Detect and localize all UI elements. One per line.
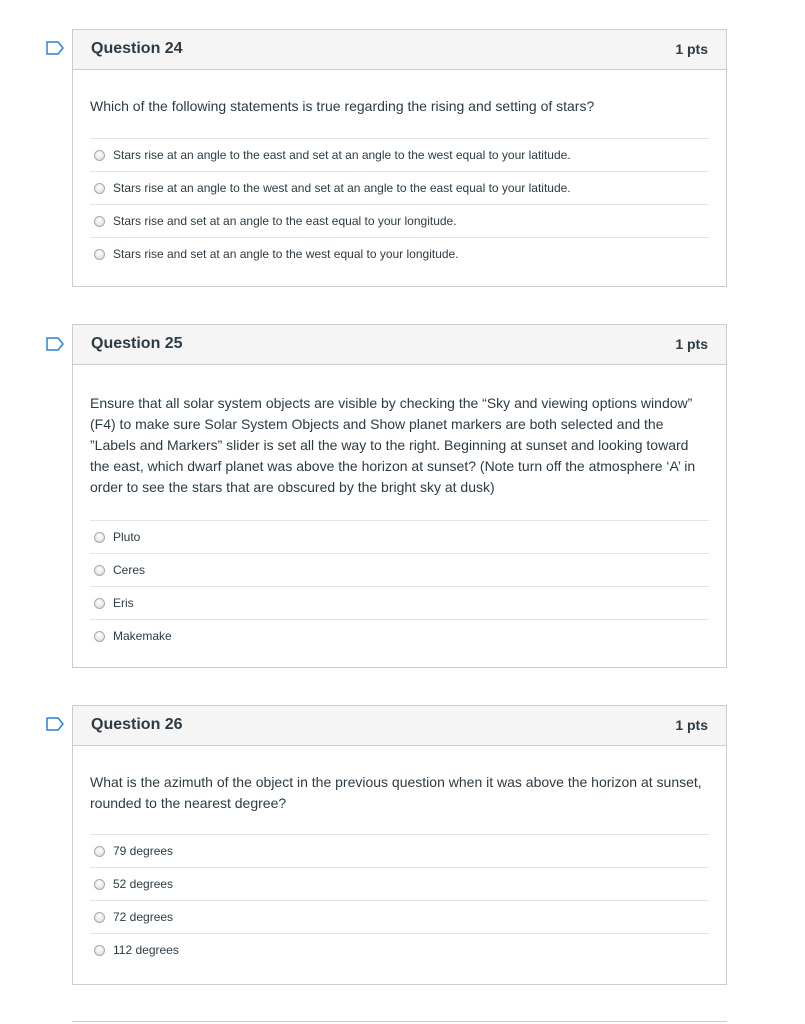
answer-label: Pluto — [113, 530, 141, 544]
answer-list — [90, 834, 709, 966]
radio-button[interactable] — [94, 183, 105, 194]
question-title: Question 24 — [91, 40, 183, 57]
radio-button[interactable] — [94, 631, 105, 642]
flag-question-icon[interactable] — [46, 717, 64, 731]
answer-option[interactable] — [90, 620, 709, 652]
answer-option[interactable] — [90, 139, 709, 172]
answer-label: Eris — [113, 596, 134, 610]
question-title: Question 26 — [91, 716, 183, 733]
answer-label: 52 degrees — [113, 877, 174, 891]
question-header — [73, 706, 726, 746]
answer-label: Stars rise at an angle to the west and set at an angle to the east equal to your latitude. — [113, 181, 571, 195]
radio-button[interactable] — [94, 565, 105, 576]
answer-label: 112 degrees — [113, 943, 179, 957]
question-text: Which of the following statements is true regarding the rising and setting of stars? — [90, 98, 595, 114]
radio-button[interactable] — [94, 912, 105, 923]
answer-option[interactable] — [90, 554, 709, 587]
radio-button[interactable] — [94, 846, 105, 857]
answer-option[interactable] — [90, 934, 709, 966]
question-card — [72, 29, 727, 287]
answer-option[interactable] — [90, 901, 709, 934]
radio-button[interactable] — [94, 216, 105, 227]
answer-option[interactable] — [90, 238, 709, 270]
answer-option[interactable] — [90, 868, 709, 901]
answer-option[interactable] — [90, 521, 709, 554]
answer-option[interactable] — [90, 587, 709, 620]
answer-label: Makemake — [113, 629, 172, 643]
radio-button[interactable] — [94, 532, 105, 543]
question-points: 1 pts — [675, 336, 708, 352]
question-body — [73, 746, 726, 966]
answer-label: 72 degrees — [113, 910, 174, 924]
answer-option[interactable] — [90, 835, 709, 868]
answer-option[interactable] — [90, 172, 709, 205]
question-card — [72, 324, 727, 668]
answer-label: Ceres — [113, 563, 146, 577]
question-text: What is the azimuth of the object in the previous question when it was above the horizon at sunset, rounded to the nearest degree? — [90, 774, 702, 811]
question-title: Question 25 — [91, 335, 183, 352]
answer-label: Stars rise and set at an angle to the east equal to your longitude. — [113, 214, 457, 228]
question-body — [73, 365, 726, 652]
radio-button[interactable] — [94, 945, 105, 956]
question-header — [73, 30, 726, 70]
question-points: 1 pts — [675, 717, 708, 733]
question-card — [72, 705, 727, 985]
radio-button[interactable] — [94, 879, 105, 890]
answer-list — [90, 520, 709, 652]
answer-list — [90, 138, 709, 270]
flag-question-icon[interactable] — [46, 337, 64, 351]
radio-button[interactable] — [94, 249, 105, 260]
answer-label: Stars rise at an angle to the east and set at an angle to the west equal to your latitude. — [113, 148, 571, 162]
radio-button[interactable] — [94, 150, 105, 161]
answer-option[interactable] — [90, 205, 709, 238]
question-text: Ensure that all solar system objects are visible by checking the “Sky and viewing options window” (F4) to make sure Solar System Objects and Show planet markers are both selected and the ”Labels and Markers” slider is set all the way to the right. Beginning at sunset and looking toward the east, which dwarf planet was above the horizon at sunset? (Note turn off the atmosphere ‘A’ in order to see the stars that are obscured by the bright sky at dusk) — [90, 395, 696, 495]
answer-label: 79 degrees — [113, 844, 174, 858]
question-points: 1 pts — [675, 41, 708, 57]
flag-question-icon[interactable] — [46, 41, 64, 55]
answer-label: Stars rise and set at an angle to the west equal to your longitude. — [113, 247, 459, 261]
question-header — [73, 325, 726, 365]
question-body — [73, 70, 726, 270]
radio-button[interactable] — [94, 598, 105, 609]
